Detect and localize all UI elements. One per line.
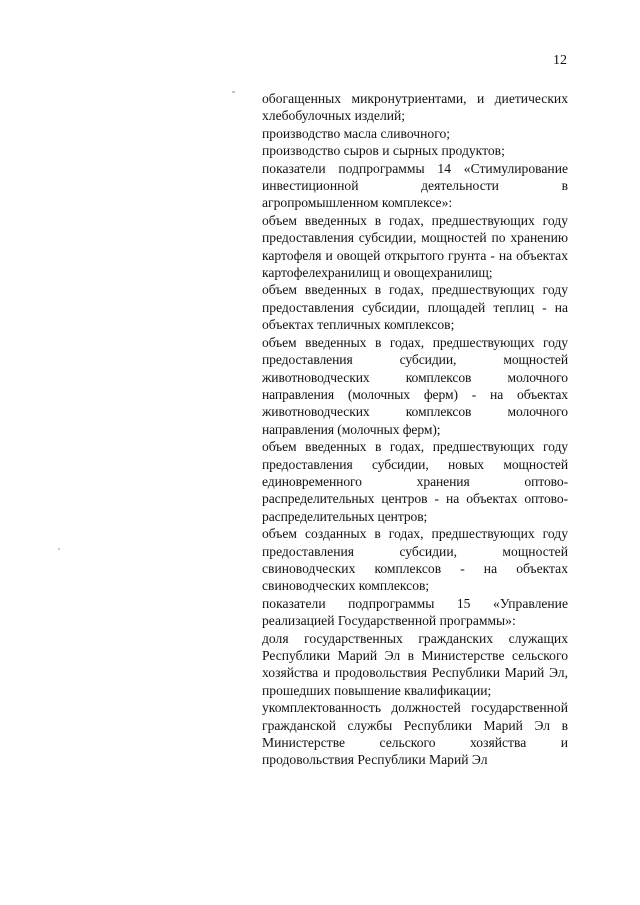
paragraph-cheese-production: производство сыров и сырных продуктов; bbox=[262, 143, 505, 159]
paragraph-subprogram-14-heading: показатели подпрограммы 14 «Стимулирование инвестиционной деятельности в агропромышленном комплексе»: bbox=[262, 160, 568, 211]
paragraph-pig-complexes: объем созданных в годах, предшествующих году предоставления субсидии, мощностей свиноводческих комплексов - на объектах свиноводческих комплексов; bbox=[262, 526, 568, 594]
paragraph-staffing-level: укомплектованность должностей государственной гражданской службы Республики Марий Эл в Министерстве сельского хозяйства и продовольствия Республики Марий Эл bbox=[262, 700, 568, 768]
page-number: 12 bbox=[553, 53, 567, 68]
paragraph-fortified-bakery: обогащенных микронутриентами, и диетических хлебобулочных изделий; bbox=[262, 91, 568, 124]
scan-speck bbox=[58, 548, 60, 550]
scan-speck bbox=[232, 91, 235, 93]
paragraph-dairy-farms: объем введенных в годах, предшествующих году предоставления субсидии, мощностей животноводческих комплексов молочного направления (молочных ферм) - на объектах животноводческих комплексов молочного направления (молочных ферм); bbox=[262, 334, 568, 437]
text-column bbox=[262, 90, 568, 769]
paragraph-wholesale-centers: объем введенных в годах, предшествующих году предоставления субсидии, новых мощностей единовременного хранения оптово-распределительных центров - на объектах оптово-распределительных центров; bbox=[262, 439, 568, 524]
paragraph-greenhouses: объем введенных в годах, предшествующих году предоставления субсидии, площадей теплиц - на объектах тепличных комплексов; bbox=[262, 282, 568, 333]
paragraph-subprogram-15-heading: показатели подпрограммы 15 «Управление реализацией Государственной программы»: bbox=[262, 595, 568, 629]
paragraph-civil-servants-training: доля государственных гражданских служащих Республики Марий Эл в Министерстве сельского хозяйства и продовольствия Республики Марий Эл, прошедших повышение квалификации; bbox=[262, 630, 568, 698]
paragraph-vegetable-storage: объем введенных в годах, предшествующих году предоставления субсидии, мощностей по хранению картофеля и овощей открытого грунта - на объектах картофелехранилищ и овощехранилищ; bbox=[262, 212, 568, 281]
paragraph-butter-production: производство масла сливочного; bbox=[262, 125, 451, 141]
